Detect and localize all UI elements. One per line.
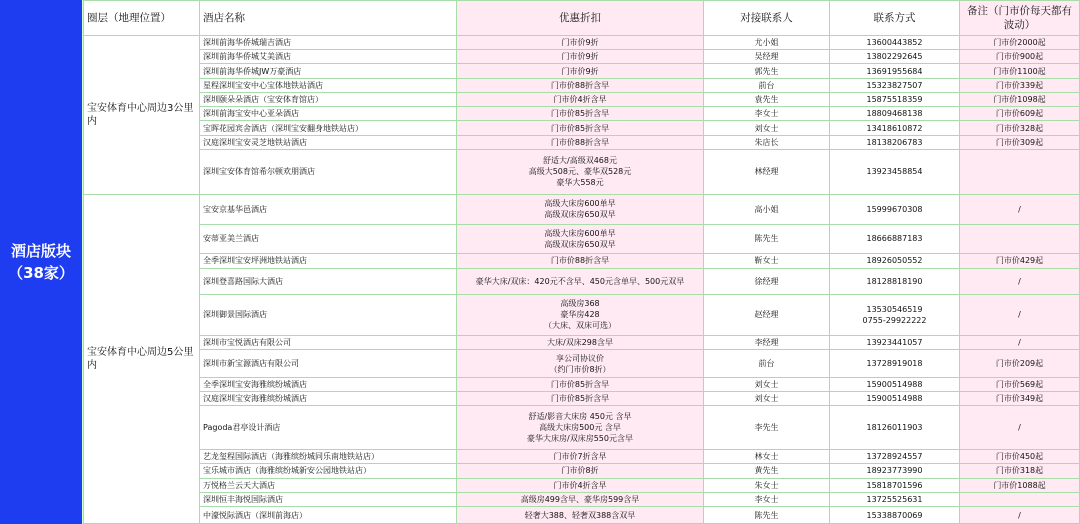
phone-cell: 15999670308 bbox=[830, 194, 960, 224]
table-row bbox=[84, 107, 1080, 121]
header-row bbox=[84, 1, 1080, 36]
hotel-name-cell: 深圳御景国际酒店 bbox=[200, 294, 457, 336]
hotel-name-cell: Pagoda君亭设计酒店 bbox=[200, 406, 457, 450]
discount-cell: 门市价9折 bbox=[457, 64, 704, 78]
contact-cell: 林女士 bbox=[704, 450, 830, 464]
header-hotel-name: 酒店名称 bbox=[200, 1, 457, 36]
discount-cell: 享公司协议价 （约门市价8折） bbox=[457, 350, 704, 377]
discount-cell: 高级房499含早、豪华房599含早 bbox=[457, 492, 704, 506]
contact-cell: 郭先生 bbox=[704, 64, 830, 78]
note-cell: 门市价339起 bbox=[960, 78, 1080, 92]
hotel-name-cell: 深圳颐朵朵酒店（宝安体育馆店） bbox=[200, 92, 457, 106]
contact-cell: 吴经理 bbox=[704, 50, 830, 64]
phone-cell: 13530546519 0755-29922222 bbox=[830, 294, 960, 336]
zone-cell: 宝安体育中心周边5公里内 bbox=[84, 194, 200, 523]
discount-cell: 门市价4折含早 bbox=[457, 478, 704, 492]
note-cell: 门市价349起 bbox=[960, 391, 1080, 405]
header-note: 备注（门市价每天都有波动） bbox=[960, 1, 1080, 36]
phone-cell: 15900514988 bbox=[830, 391, 960, 405]
hotel-name-cell: 深圳登喜路国际大酒店 bbox=[200, 268, 457, 294]
phone-cell: 18923773990 bbox=[830, 464, 960, 478]
contact-cell: 袁先生 bbox=[704, 92, 830, 106]
header-phone: 联系方式 bbox=[830, 1, 960, 36]
note-cell: 门市价609起 bbox=[960, 107, 1080, 121]
table-row bbox=[84, 406, 1080, 450]
note-cell: / bbox=[960, 406, 1080, 450]
contact-cell: 徐经理 bbox=[704, 268, 830, 294]
note-cell bbox=[960, 224, 1080, 254]
phone-cell: 13725525631 bbox=[830, 492, 960, 506]
phone-cell: 15900514988 bbox=[830, 377, 960, 391]
phone-cell: 15338870069 bbox=[830, 507, 960, 524]
note-cell: 门市价429起 bbox=[960, 254, 1080, 268]
table-row bbox=[84, 350, 1080, 377]
note-cell: 门市价2000起 bbox=[960, 36, 1080, 50]
discount-cell: 门市价85折含早 bbox=[457, 107, 704, 121]
discount-cell: 门市价9折 bbox=[457, 50, 704, 64]
table-row bbox=[84, 149, 1080, 194]
discount-cell: 豪华大床/双床：420元不含早、450元含单早、500元双早 bbox=[457, 268, 704, 294]
hotel-name-cell: 全季深圳宝安海雅缤纷城酒店 bbox=[200, 377, 457, 391]
discount-cell: 门市价7折含早 bbox=[457, 450, 704, 464]
phone-cell: 13923458854 bbox=[830, 149, 960, 194]
note-cell: 门市价900起 bbox=[960, 50, 1080, 64]
header-contact: 对接联系人 bbox=[704, 1, 830, 36]
note-cell: / bbox=[960, 507, 1080, 524]
phone-cell: 18138206783 bbox=[830, 135, 960, 149]
discount-cell: 轻奢大388、轻奢双388含双早 bbox=[457, 507, 704, 524]
discount-cell: 门市价4折含早 bbox=[457, 92, 704, 106]
table-row bbox=[84, 64, 1080, 78]
contact-cell: 前台 bbox=[704, 350, 830, 377]
phone-cell: 13728924557 bbox=[830, 450, 960, 464]
phone-cell: 13923441057 bbox=[830, 336, 960, 350]
hotel-name-cell: 艺龙玺程国际酒店（海雅缤纷城同乐南地铁站店） bbox=[200, 450, 457, 464]
discount-cell: 门市价8折 bbox=[457, 464, 704, 478]
hotel-name-cell: 深圳市新宝源酒店有限公司 bbox=[200, 350, 457, 377]
contact-cell: 李经理 bbox=[704, 336, 830, 350]
phone-cell: 18126011903 bbox=[830, 406, 960, 450]
contact-cell: 陈先生 bbox=[704, 507, 830, 524]
discount-cell: 门市价9折 bbox=[457, 36, 704, 50]
contact-cell: 赵经理 bbox=[704, 294, 830, 336]
table-row bbox=[84, 50, 1080, 64]
phone-cell: 18809468138 bbox=[830, 107, 960, 121]
category-side-panel bbox=[0, 0, 83, 524]
hotel-name-cell: 万悦格兰云天大酒店 bbox=[200, 478, 457, 492]
note-cell: 门市价328起 bbox=[960, 121, 1080, 135]
hotel-name-cell: 中濠悦际酒店（深圳前海店） bbox=[200, 507, 457, 524]
note-cell: 门市价209起 bbox=[960, 350, 1080, 377]
contact-cell: 李女士 bbox=[704, 107, 830, 121]
table-row bbox=[84, 492, 1080, 506]
hotel-name-cell: 深圳前海华侨城JW万豪酒店 bbox=[200, 64, 457, 78]
discount-cell: 门市价85折含早 bbox=[457, 377, 704, 391]
discount-cell: 舒适大/高级双468元 高级大508元、豪华双528元 豪华大558元 bbox=[457, 149, 704, 194]
contact-cell: 刘女士 bbox=[704, 391, 830, 405]
note-cell: 门市价309起 bbox=[960, 135, 1080, 149]
discount-cell: 门市价88折含早 bbox=[457, 135, 704, 149]
phone-cell: 13802292645 bbox=[830, 50, 960, 64]
contact-cell: 靳女士 bbox=[704, 254, 830, 268]
hotel-name-cell: 深圳市宝悦酒店有限公司 bbox=[200, 336, 457, 350]
note-cell: 门市价318起 bbox=[960, 464, 1080, 478]
table-row bbox=[84, 507, 1080, 524]
hotel-name-cell: 安蒂亚美兰酒店 bbox=[200, 224, 457, 254]
hotel-name-cell: 深圳前海华侨城瑞吉酒店 bbox=[200, 36, 457, 50]
note-cell: / bbox=[960, 336, 1080, 350]
note-cell: 门市价1100起 bbox=[960, 64, 1080, 78]
hotel-name-cell: 深圳前海宝安中心亚朵酒店 bbox=[200, 107, 457, 121]
discount-cell: 大床/双床298含早 bbox=[457, 336, 704, 350]
table-row bbox=[84, 336, 1080, 350]
table-row bbox=[84, 464, 1080, 478]
hotel-name-cell: 深圳恒丰海悦国际酒店 bbox=[200, 492, 457, 506]
contact-cell: 朱女士 bbox=[704, 478, 830, 492]
hotel-name-cell: 全季深圳宝安坪洲地铁站酒店 bbox=[200, 254, 457, 268]
discount-cell: 高级大床房600单早 高级双床房650双早 bbox=[457, 194, 704, 224]
contact-cell: 朱店长 bbox=[704, 135, 830, 149]
discount-cell: 舒适/影音大床房 450元 含早 高级大床房500元 含早 豪华大床房/双床房550元含早 bbox=[457, 406, 704, 450]
contact-cell: 刘女士 bbox=[704, 121, 830, 135]
contact-cell: 前台 bbox=[704, 78, 830, 92]
phone-cell: 15875518359 bbox=[830, 92, 960, 106]
discount-cell: 门市价88折含早 bbox=[457, 254, 704, 268]
header-zone: 圈层（地理位置） bbox=[84, 1, 200, 36]
category-count: （38家） bbox=[8, 264, 74, 282]
table-row bbox=[84, 36, 1080, 50]
hotel-name-cell: 汉庭深圳宝安灵芝地铁站酒店 bbox=[200, 135, 457, 149]
contact-cell: 陈先生 bbox=[704, 224, 830, 254]
note-cell: 门市价1088起 bbox=[960, 478, 1080, 492]
table-row bbox=[84, 78, 1080, 92]
note-cell: 门市价450起 bbox=[960, 450, 1080, 464]
hotel-name-cell: 星程深圳宝安中心宝体地铁站酒店 bbox=[200, 78, 457, 92]
hotel-name-cell: 深圳宝安体育馆希尔顿欢朋酒店 bbox=[200, 149, 457, 194]
contact-cell: 李先生 bbox=[704, 406, 830, 450]
discount-cell: 门市价85折含早 bbox=[457, 391, 704, 405]
note-cell: 门市价1098起 bbox=[960, 92, 1080, 106]
table-row bbox=[84, 294, 1080, 336]
hotel-name-cell: 宝乐城市酒店（海雅缤纷城新安公园地铁站店） bbox=[200, 464, 457, 478]
hotel-name-cell: 宝晖花园宾舍酒店（深圳宝安翻身地铁站店） bbox=[200, 121, 457, 135]
table-row bbox=[84, 121, 1080, 135]
note-cell: / bbox=[960, 294, 1080, 336]
contact-cell: 刘女士 bbox=[704, 377, 830, 391]
contact-cell: 李女士 bbox=[704, 492, 830, 506]
hotel-name-cell: 汉庭深圳宝安海雅缤纷城酒店 bbox=[200, 391, 457, 405]
phone-cell: 18666887183 bbox=[830, 224, 960, 254]
contact-cell: 高小姐 bbox=[704, 194, 830, 224]
phone-cell: 15323827507 bbox=[830, 78, 960, 92]
hotel-name-cell: 深圳前海华侨城艾美酒店 bbox=[200, 50, 457, 64]
table-row bbox=[84, 135, 1080, 149]
phone-cell: 18128818190 bbox=[830, 268, 960, 294]
phone-cell: 18926050552 bbox=[830, 254, 960, 268]
contact-cell: 黄先生 bbox=[704, 464, 830, 478]
table-row bbox=[84, 450, 1080, 464]
header-discount: 优惠折扣 bbox=[457, 1, 704, 36]
zone-cell: 宝安体育中心周边3公里内 bbox=[84, 36, 200, 195]
note-cell: / bbox=[960, 194, 1080, 224]
category-title: 酒店版块 bbox=[10, 242, 71, 260]
note-cell: 门市价569起 bbox=[960, 377, 1080, 391]
discount-cell: 门市价88折含早 bbox=[457, 78, 704, 92]
hotel-table bbox=[83, 0, 1080, 524]
table-row bbox=[84, 391, 1080, 405]
hotel-name-cell: 宝安京基华邑酒店 bbox=[200, 194, 457, 224]
contact-cell: 林经理 bbox=[704, 149, 830, 194]
table-row bbox=[84, 254, 1080, 268]
discount-cell: 高级房368 豪华房428 （大床、双床可选） bbox=[457, 294, 704, 336]
phone-cell: 13728919018 bbox=[830, 350, 960, 377]
contact-cell: 尤小姐 bbox=[704, 36, 830, 50]
note-cell bbox=[960, 492, 1080, 506]
table-row bbox=[84, 478, 1080, 492]
table-row bbox=[84, 224, 1080, 254]
discount-cell: 高级大床房600单早 高级双床房650双早 bbox=[457, 224, 704, 254]
table-row bbox=[84, 194, 1080, 224]
phone-cell: 15818701596 bbox=[830, 478, 960, 492]
table-row bbox=[84, 92, 1080, 106]
table-row bbox=[84, 268, 1080, 294]
table-row bbox=[84, 377, 1080, 391]
discount-cell: 门市价85折含早 bbox=[457, 121, 704, 135]
phone-cell: 13600443852 bbox=[830, 36, 960, 50]
note-cell: / bbox=[960, 268, 1080, 294]
note-cell bbox=[960, 149, 1080, 194]
phone-cell: 13418610872 bbox=[830, 121, 960, 135]
phone-cell: 13691955684 bbox=[830, 64, 960, 78]
